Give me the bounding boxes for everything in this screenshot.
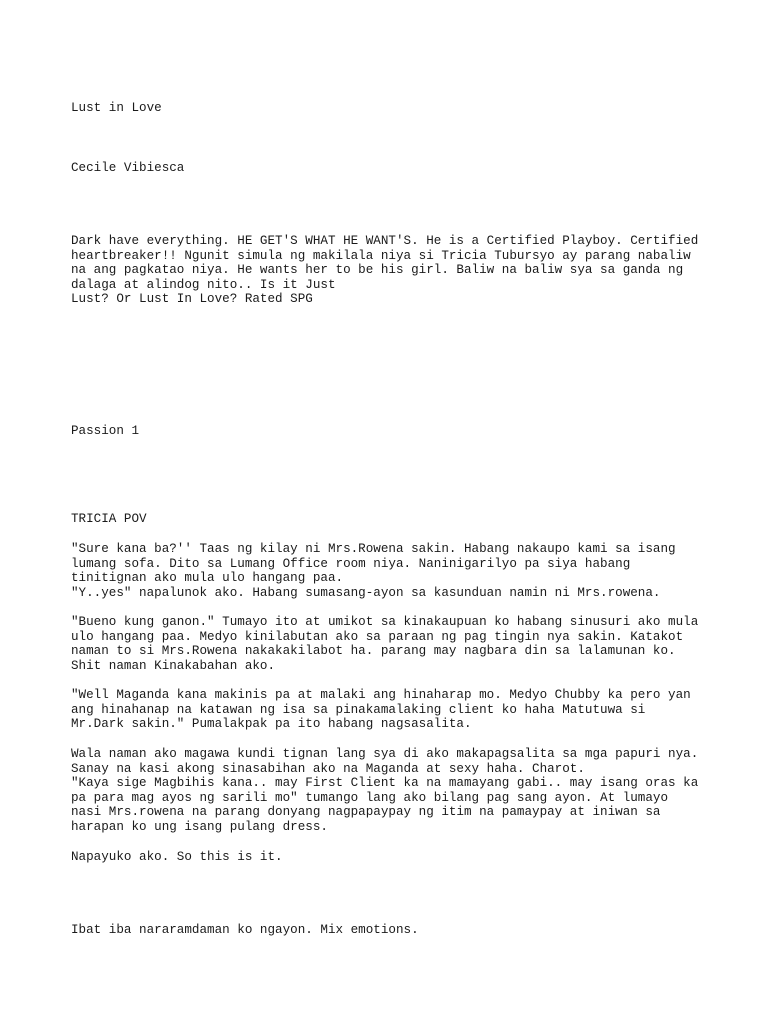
paragraph-line: harapan ko ung isang pulang dress. [71, 820, 328, 834]
blurb-line: na ang pagkatao niya. He wants her to be his girl. Baliw na baliw sya sa ganda ng [71, 263, 684, 278]
paragraph-line: "Kaya sige Magbihis kana.. may First Client ka na mamayang gabi.. may isang oras ka [71, 776, 699, 791]
paragraph-line: lumang sofa. Dito sa Lumang Office room niya. Naninigarilyo pa siya habang [71, 556, 631, 571]
paragraph-line: Wala naman ako magawa kundi tignan lang sya di ako makapagsalita sa mga papuri nya. [71, 747, 699, 761]
paragraph-line: Shit naman Kinakabahan ako. [71, 658, 276, 673]
blurb-line: heartbreaker!! Ngunit simula ng makilala niya si Tricia Tubursyo ay parang nabaliw [71, 248, 691, 263]
paragraph-line: "Bueno kung ganon." Tumayo ito at umikot sa kinakaupuan ko habang sinusuri ako mula [71, 615, 699, 629]
chapter-heading: Passion 1 [71, 424, 140, 438]
paragraph-line: Napayuko ako. So this is it. [71, 850, 283, 864]
paragraph-line: ang hinahanap na katawan ng isa sa pinakamalaking client ko haha Matutuwa si [71, 702, 646, 717]
paragraph-line: Sanay na kasi akong sinasabihan ako na Maganda at sexy haha. Charot. [71, 761, 585, 776]
blurb-line: Lust? Or Lust In Love? Rated SPG [71, 292, 313, 307]
paragraph-line: "Well Maganda kana makinis pa at malaki ang hinaharap mo. Medyo Chubby ka pero yan [71, 688, 691, 702]
paragraph-line: Ibat iba nararamdaman ko ngayon. Mix emotions. [71, 923, 419, 937]
paragraph-line: pa para mag ayos ng sarili mo" tumango lang ako bilang pag sang ayon. At lumayo [71, 790, 669, 805]
paragraph-line: naman to si Mrs.Rowena nakakakilabot ha. parang may nagbara din sa lalamunan ko. [71, 644, 676, 659]
paragraph-line: tinitignan ako mula ulo hangang paa. [71, 571, 344, 586]
document-title: Lust in Love [71, 101, 162, 115]
document-author: Cecile Vibiesca [71, 161, 185, 175]
paragraph-line: ulo hangang paa. Medyo kinilabutan ako sa paraan ng pag tingin nya sakin. Katakot [71, 629, 684, 644]
paragraph-line: "Y..yes" napalunok ako. Habang sumasang-ayon sa kasunduan namin ni Mrs.rowena. [71, 585, 661, 600]
blurb-line: dalaga at alindog nito.. Is it Just [71, 277, 336, 292]
paragraph-line: "Sure kana ba?'' Taas ng kilay ni Mrs.Rowena sakin. Habang nakaupo kami sa isang [71, 542, 676, 556]
blurb-line: Dark have everything. HE GET'S WHAT HE WANT'S. He is a Certified Playboy. Certified [71, 234, 699, 248]
pov-heading: TRICIA POV [71, 512, 147, 526]
paragraph-line: Mr.Dark sakin." Pumalakpak pa ito habang nagsasalita. [71, 717, 472, 732]
paragraph-line: nasi Mrs.rowena na parang donyang nagpapaypay ng itim na pamaypay at iniwan sa [71, 805, 661, 820]
